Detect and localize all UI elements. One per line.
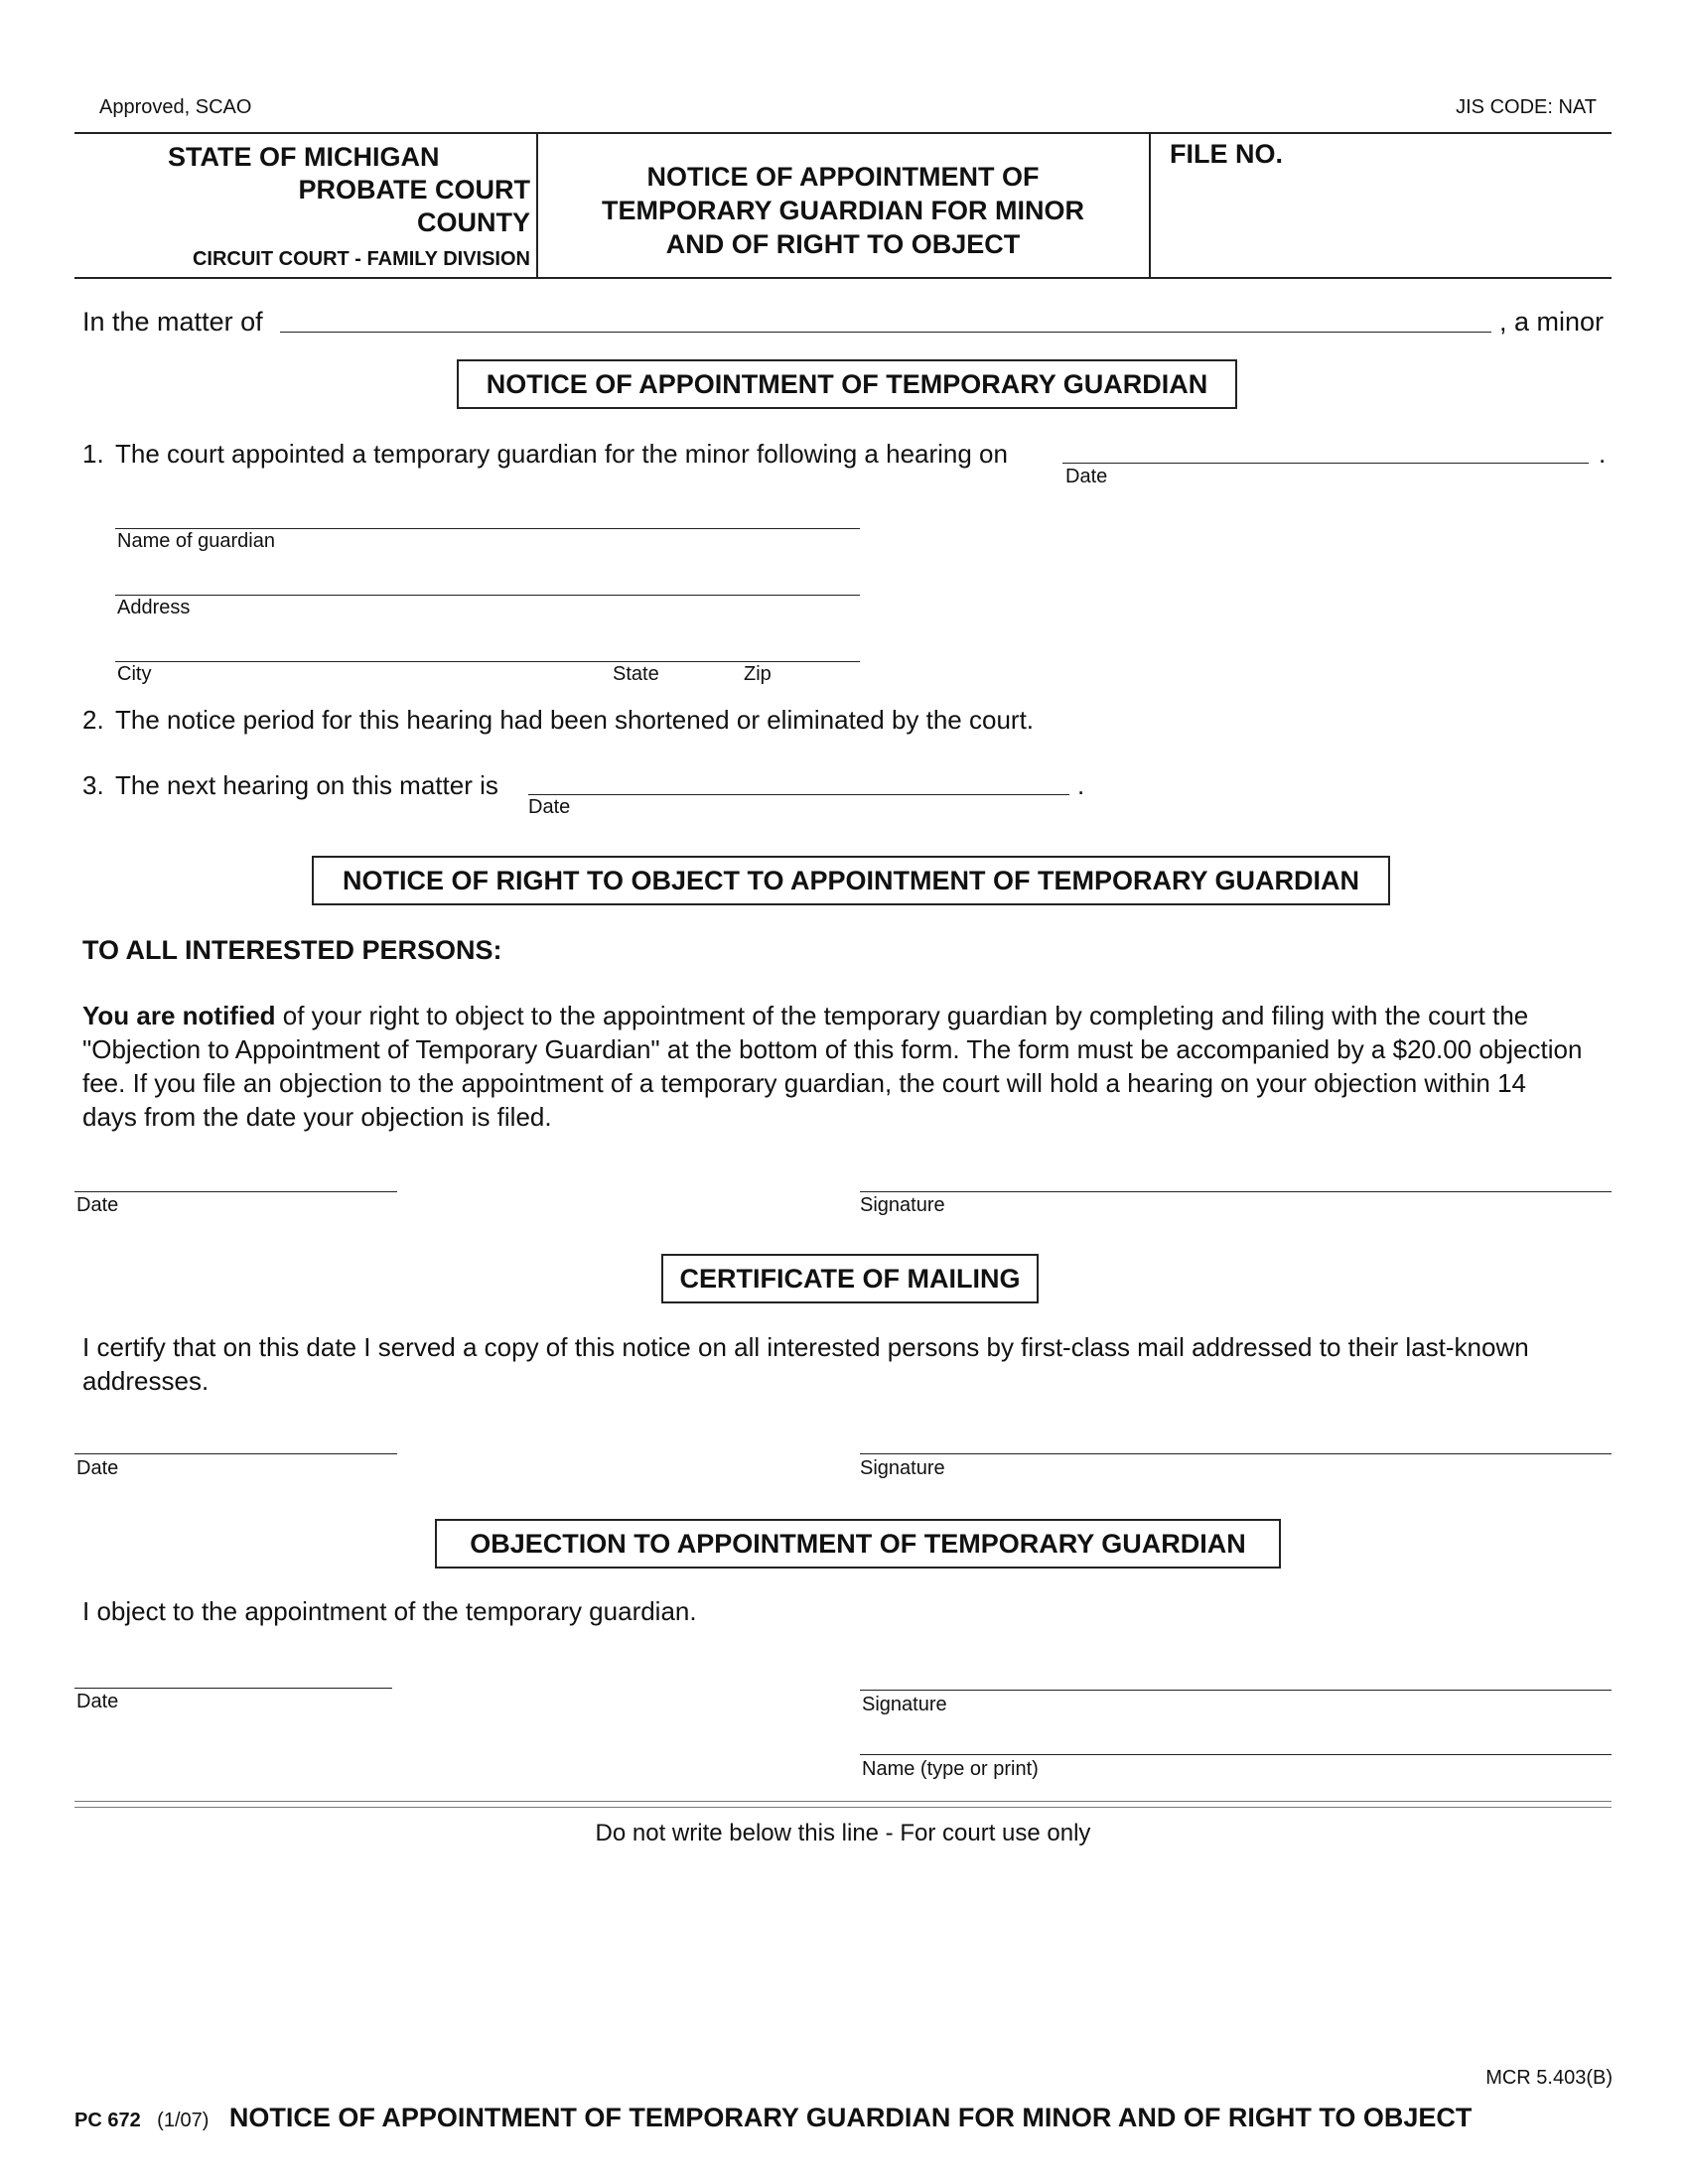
matter-prefix: In the matter of [82,307,263,337]
form-title-block [538,160,1148,261]
to-all-interested-persons: TO ALL INTERESTED PERSONS: [82,935,502,965]
certificate-line1: I certify that on this date I served a copy of this notice on all interested persons by first-class mail addressed to their last-known [82,1332,1529,1362]
mailing-date-field[interactable] [74,1453,397,1454]
city-label: City [117,663,152,685]
mailing-signature-label: Signature [860,1457,945,1479]
approved-scao: Approved, SCAO [99,96,252,118]
objection-signature-label: Signature [862,1694,947,1715]
hearing-date-field[interactable] [1062,463,1589,464]
item2-text: The notice period for this hearing had been shortened or eliminated by the court. [115,705,1035,735]
notified-line4: days from the date your objection is filed. [82,1102,552,1132]
guardian-city-state-zip-field[interactable] [115,661,860,662]
next-hearing-date-label: Date [528,796,571,818]
section-heading-objection: OBJECTION TO APPOINTMENT OF TEMPORARY GUARDIAN [435,1519,1281,1569]
notified-line2: "Objection to Appointment of Temporary Guardian" at the bottom of this form. The form must be accompanied by a $20.00 objection [82,1034,1583,1064]
item2-number: 2. [82,705,104,735]
form-title-line1: NOTICE OF APPOINTMENT OF [646,162,1040,192]
objection-name-field[interactable] [860,1754,1612,1755]
header-top-rule [74,132,1612,134]
certificate-line2: addresses. [82,1366,210,1396]
certificate-paragraph [82,1330,1619,1398]
form-number: PC 672 [74,2110,141,2131]
minor-name-field[interactable] [280,332,1491,333]
item1-period: . [1599,439,1607,469]
notified-line1: of your right to object to the appointment of the temporary guardian by completing and filing with the court the [275,1001,1529,1030]
item1-text: The court appointed a temporary guardian for the minor following a hearing on [115,439,1008,469]
notified-line3: fee. If you file an objection to the appointment of a temporary guardian, the court will hold a hearing on your objection within 14 [82,1068,1527,1098]
form-revision: (1/07) [157,2110,210,2131]
guardian-name-field[interactable] [115,528,860,529]
section-heading-certificate-of-mailing: CERTIFICATE OF MAILING [661,1254,1039,1303]
item3-number: 3. [82,770,104,800]
mailing-signature-field[interactable] [860,1453,1612,1454]
objection-text: I object to the appointment of the temporary guardian. [82,1596,697,1626]
notification-paragraph [82,999,1619,1134]
notice-signature-field[interactable] [860,1191,1612,1192]
jis-code: JIS CODE: NAT [1456,96,1597,118]
court-use-only: Do not write below this line - For court use only [595,1820,1091,1846]
guardian-name-label: Name of guardian [117,530,275,552]
hearing-date-label: Date [1065,466,1108,487]
form-title-line3: AND OF RIGHT TO OBJECT [665,229,1021,259]
guardian-address-field[interactable] [115,595,860,596]
file-no-label: FILE NO. [1170,139,1283,169]
probate-court: PROBATE COURT [298,175,530,205]
zip-label: Zip [744,663,772,685]
header-bottom-rule [74,277,1612,279]
objection-name-label: Name (type or print) [862,1758,1039,1780]
state-of-michigan: STATE OF MICHIGAN [168,142,440,172]
footer-form-title: NOTICE OF APPOINTMENT OF TEMPORARY GUARDIAN FOR MINOR AND OF RIGHT TO OBJECT [228,2103,1473,2132]
notice-date-field[interactable] [74,1191,397,1192]
item3-text: The next hearing on this matter is [115,770,498,800]
header-divider-right [1149,133,1151,278]
item3-period: . [1077,770,1085,800]
objection-date-field[interactable] [74,1688,392,1689]
objection-date-label: Date [76,1691,119,1712]
court-use-rule-bottom [74,1807,1612,1808]
section-heading-notice-of-appointment: NOTICE OF APPOINTMENT OF TEMPORARY GUARDIAN [457,359,1237,409]
form-title-line2: TEMPORARY GUARDIAN FOR MINOR [602,196,1084,225]
county: COUNTY [417,207,530,237]
state-label: State [613,663,659,685]
objection-signature-field[interactable] [860,1690,1612,1691]
you-are-notified: You are notified [82,1001,276,1030]
matter-suffix: , a minor [1499,307,1605,337]
guardian-address-label: Address [117,597,191,618]
mailing-date-label: Date [76,1457,119,1479]
circuit-court-family-division: CIRCUIT COURT - FAMILY DIVISION [192,248,530,270]
section-heading-right-to-object: NOTICE OF RIGHT TO OBJECT TO APPOINTMENT OF TEMPORARY GUARDIAN [312,856,1390,905]
item1-number: 1. [82,439,104,469]
footer-form-line [74,2103,1472,2133]
next-hearing-date-field[interactable] [528,794,1069,795]
court-use-rule-top [74,1801,1612,1802]
notice-date-label: Date [76,1194,119,1216]
mcr-reference: MCR 5.403(B) [1485,2067,1613,2089]
notice-signature-label: Signature [860,1194,945,1216]
